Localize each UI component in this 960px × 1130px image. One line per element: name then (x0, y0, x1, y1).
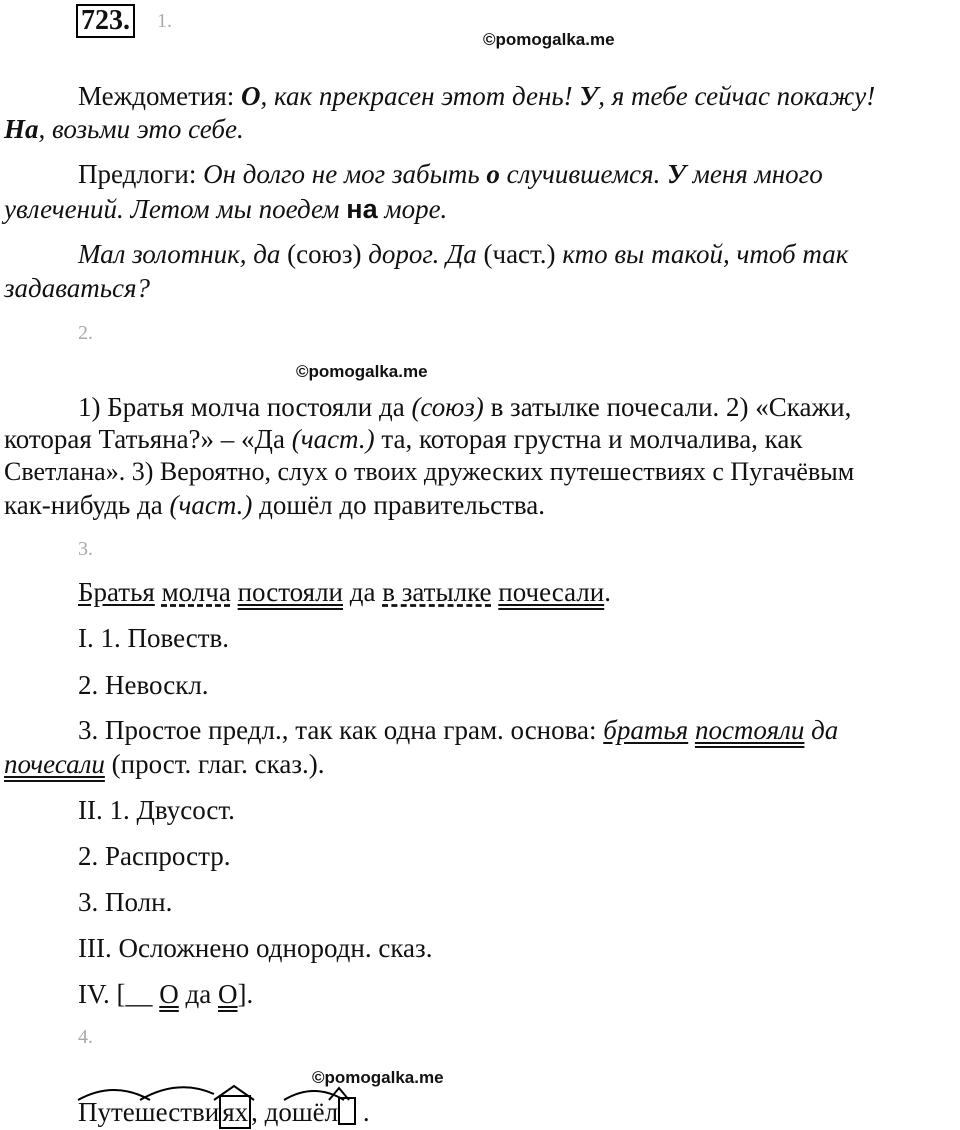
proverb-note-2: (част.) (476, 239, 563, 269)
prep-text-2: случившемся. (499, 159, 668, 189)
part-2-label: 2. (78, 322, 93, 344)
interjections-label: Междометия: (78, 81, 242, 111)
s2-l1a: 1) Братья молча постояли да (78, 392, 412, 422)
watermark: ©pomogalka.me (483, 30, 615, 49)
analysis-conj: да (804, 715, 839, 745)
analysis-iii: III. Осложнено однородн. сказ. (78, 933, 433, 963)
part-1-label: 1. (157, 10, 172, 32)
predicate-word-2: почесали (498, 577, 605, 607)
prep-text-3: меня много (685, 159, 823, 189)
proverb-text-6: задаваться? (4, 273, 151, 303)
analysis-predicate-1: постояли (694, 715, 805, 745)
analysis-i-3-line-2 (4, 746, 325, 782)
zero-ending-box (338, 1097, 356, 1125)
conjunction-word: да (349, 577, 376, 607)
part-3-label: 3. (78, 538, 93, 560)
analysis-i-3-end: (прост. глаг. сказ.). (104, 749, 325, 779)
s2-l4c: дошёл до правительства. (252, 490, 546, 520)
interjection-text-3: , возьми это себе. (38, 114, 244, 144)
interjection-o: О (241, 81, 261, 111)
interjections-line-2 (4, 111, 244, 147)
interjection-u: У (579, 81, 599, 111)
word-sep: , (251, 1097, 265, 1127)
parsed-sentence (78, 574, 611, 610)
proverb-text-1: Мал золотник, да (78, 239, 281, 269)
proverb-line-1 (78, 236, 848, 272)
s2-l4b: (част.) (169, 490, 253, 520)
s2-line-3: Светлана». 3) Вероятно, слух о твоих дружеских путешествиях с Пугачёвым (4, 457, 855, 486)
prep-text-1: Он долго не мог забыть (203, 159, 487, 189)
s2-l4a: как-нибудь да (4, 490, 170, 520)
analysis-predicate-2: почесали (4, 749, 105, 779)
proverb-text-3: дорог. Да (368, 239, 477, 269)
watermark-3: ©pomogalka.me (312, 1068, 444, 1087)
prepositions-line-2 (4, 191, 447, 227)
interjections-line-1 (78, 78, 875, 114)
interjection-text-1: , как прекрасен этот день! (260, 81, 580, 111)
prepositions-line-1 (78, 156, 823, 192)
analysis-i-3-text: 3. Простое предл., так как одна грам. основа: (78, 715, 604, 745)
analysis-ii-1: II. 1. Двусост. (78, 795, 235, 825)
s2-line-2 (4, 421, 803, 457)
proverb-text-5: кто вы такой, чтоб так (562, 239, 849, 269)
sentence-scheme (78, 976, 253, 1012)
interjection-na: На (4, 114, 39, 144)
sentence-period: . (604, 577, 611, 607)
analysis-ii-3: 3. Полн. (78, 887, 173, 917)
scheme-conj: да (178, 979, 218, 1009)
prep-na: на (346, 194, 378, 224)
s2-l1c: в затылке почесали. 2) «Скажи, (483, 392, 852, 422)
scheme-predicate-2: О (218, 979, 238, 1009)
prep-o: о (486, 159, 500, 189)
prepositions-label: Предлоги: (78, 159, 204, 189)
analysis-ii-2: 2. Распростр. (78, 841, 231, 871)
analysis-i-2: 2. Невоскл. (78, 670, 209, 700)
scheme-open: IV. [ (78, 979, 126, 1009)
adverbial-phrase: в затылке (382, 577, 492, 607)
s2-l1b: (союз) (411, 392, 484, 422)
word-tail: . (356, 1097, 370, 1127)
s2-l2c: та, которая грустна и молчалива, как (374, 424, 803, 454)
proverb-line-2 (4, 270, 150, 306)
s2-l2b: (част.) (291, 424, 375, 454)
word-2: дошёл (264, 1097, 339, 1127)
interjection-text-2: , я тебе сейчас покажу! (598, 81, 876, 111)
analysis-i-1: I. 1. Повеств. (78, 623, 230, 653)
predicate-word-1: постояли (237, 577, 343, 607)
prep-u: У (667, 159, 686, 189)
prep-text-4: увлечений. Летом мы поедем (4, 194, 347, 224)
s2-line-4 (4, 487, 545, 523)
morpheme-parse (78, 1094, 370, 1130)
adverbial-word: молча (161, 577, 231, 607)
s2-line-1 (78, 389, 851, 425)
scheme-predicate-1: О (159, 979, 179, 1009)
watermark-2: ©pomogalka.me (296, 362, 428, 381)
analysis-subject: братья (603, 715, 689, 745)
part-4-label: 4. (78, 1026, 93, 1048)
subject-word: Братья (78, 577, 155, 607)
exercise-number: 723. (76, 4, 135, 38)
word-1-ending: ях (219, 1095, 251, 1129)
analysis-i-3-line-1 (78, 712, 838, 748)
scheme-subject: __ (125, 979, 153, 1009)
prep-text-5: море. (377, 194, 448, 224)
s2-l2a: которая Татьяна?» – «Да (4, 424, 292, 454)
word-1-root: Путешестви (78, 1097, 220, 1127)
scheme-close: ]. (237, 979, 254, 1009)
proverb-note-1: (союз) (280, 239, 369, 269)
